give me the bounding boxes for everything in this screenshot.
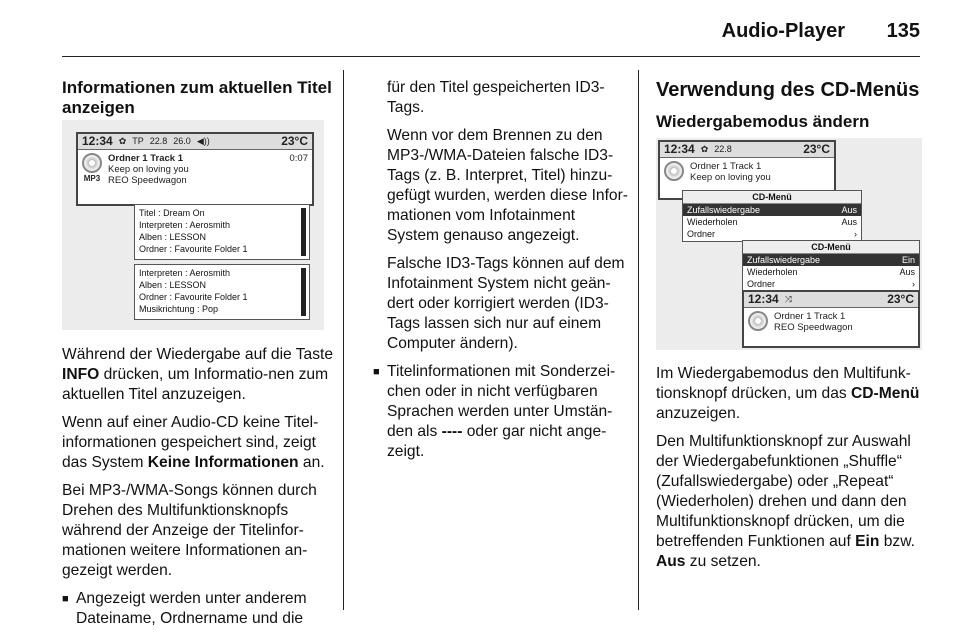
paragraph: Im Wiedergabemodus den Multifunk-tionsknopf drücken, um das CD-Menü anzuzeigen. <box>656 365 920 422</box>
id3-line: Ordner : Favourite Folder 1 <box>139 244 248 254</box>
page-header-title: Audio-Player <box>721 20 845 42</box>
id3-panel-1 <box>134 204 310 260</box>
paragraph: Während der Wiedergabe auf die Taste INFO drücken, um Informatio-nen zum aktuellen Titel anzuzeigen. <box>62 346 334 403</box>
id3-line: Alben : LESSON <box>139 280 207 290</box>
menu-item-shuffle[interactable]: Zufallswiedergabe Aus <box>683 204 861 216</box>
right-subheading: Wiedergabemodus ändern <box>656 112 870 131</box>
bullet-item: ■ Titelinformationen mit Sonderzei-chen oder in nicht verfügbaren Sprachen werden unter Umstän-den als ---- oder gar nicht ange-zeigt. <box>373 362 631 462</box>
paragraph: Bei MP3-/WMA-Songs können durch Drehen des Multifunktionsknopfs während der Anzeige der Titelinfor-mationen weitere Informationen an-gezeigt werden. <box>62 482 317 579</box>
status-bar <box>78 134 312 150</box>
right-column <box>656 78 926 132</box>
cd-menu-screenshot <box>656 138 922 350</box>
middle-column <box>373 78 631 470</box>
paragraph: Den Multifunktionsknopf zur Auswahl der Wiedergabefunktionen „Shuffle“ (Zufallswiedergabe) oder „Repeat“ (Wiederholen) drehen und dann den Multifunktionsknopf drücken, um die betreffenden Funktionen auf Ein bzw. Aus zu setzen. <box>656 433 915 570</box>
format-label: MP3 <box>83 174 101 183</box>
track-text <box>108 153 308 186</box>
paragraph: Wenn vor dem Brennen zu den MP3-/WMA-Dateien falsche ID3-Tags (z. B. Interpret, Titel) hinzu-gefügt wurden, werden diese Infor-mationen vom Infotainment System genauso angezeigt. <box>387 127 628 244</box>
settings-icon: ✿ <box>700 144 709 154</box>
elapsed-time: 0:07 <box>289 153 308 164</box>
left-column <box>62 78 332 118</box>
freq-1: 22.8 <box>149 136 168 146</box>
menu-item-shuffle[interactable]: Zufallswiedergabe Ein <box>743 254 919 266</box>
id3-line: Musikrichtung : Pop <box>139 304 219 314</box>
media-icon-wrap <box>82 153 102 186</box>
menu-item-repeat[interactable]: Wiederholen Aus <box>687 217 857 227</box>
menu-item-folder[interactable]: Ordner › <box>687 229 857 239</box>
paragraph: für den Titel gespeicherten ID3-Tags. <box>387 79 605 116</box>
shuffle-icon: ⤨ <box>784 294 792 304</box>
header-rule <box>62 56 920 57</box>
settings-icon: ✿ <box>118 136 127 146</box>
tp-indicator: TP <box>132 136 144 146</box>
info-screenshot <box>62 120 324 330</box>
cd-menu-title: CD-Menü <box>683 191 861 204</box>
scrollbar <box>301 268 306 316</box>
keine-info: Keine Informationen <box>147 454 299 471</box>
right-body <box>656 364 928 580</box>
track-info <box>78 150 312 189</box>
id3-line: Alben : LESSON <box>139 232 207 242</box>
paragraph: Falsche ID3-Tags können auf dem Infotainment System nicht geän-dert oder korrigiert werden (ID3-Tags lassen sich nur auf einem Computer ändern). <box>387 255 625 352</box>
id3-line: Interpreten : Aerosmith <box>139 268 231 278</box>
cd-menu-2 <box>742 240 920 292</box>
status-bar: 12:34 ✿ 22.8 23°C <box>660 142 834 158</box>
right-heading: Verwendung des CD-Menüs <box>656 79 920 101</box>
cd-disc-icon <box>82 153 102 173</box>
column-divider-1 <box>343 70 344 610</box>
menu-item-folder[interactable]: Ordner › <box>747 279 915 289</box>
player-screen-bottom: 12:34 ⤨ 23°C Ordner 1 Track 1 REO Speedwagon <box>742 290 920 348</box>
left-body <box>62 345 334 637</box>
cd-disc-icon <box>664 161 684 181</box>
left-heading: Informationen zum aktuellen Titel anzeigen <box>62 78 332 117</box>
id3-panel-2 <box>134 264 310 320</box>
page-number: 135 <box>886 20 920 42</box>
id3-line: Titel : Dream On <box>139 208 205 218</box>
info-key: INFO <box>62 366 100 383</box>
player-screen <box>76 132 314 206</box>
bullet-item: ■ Angezeigt werden unter anderem Dateiname, Ordnername und die <box>62 589 334 629</box>
clock: 12:34 <box>82 134 113 148</box>
status-bar: 12:34 ⤨ 23°C <box>744 292 918 308</box>
freq-2: 26.0 <box>173 136 191 146</box>
cd-menu-title: CD-Menü <box>743 241 919 254</box>
artist-name: REO Speedwagon <box>108 175 187 186</box>
cd-menu-1 <box>682 190 862 242</box>
folder-track: Ordner 1 Track 1 <box>108 153 183 164</box>
song-title: Keep on loving you <box>108 164 189 175</box>
paragraph: Wenn auf einer Audio-CD keine Titel-informationen gespeichert sind, zeigt das System Keine Informationen an. <box>62 414 325 471</box>
temperature: 23°C <box>281 134 308 148</box>
cd-disc-icon <box>748 311 768 331</box>
menu-item-repeat[interactable]: Wiederholen Aus <box>747 267 915 277</box>
id3-line: Interpreten : Aerosmith <box>139 220 231 230</box>
scrollbar <box>301 208 306 256</box>
id3-line: Ordner : Favourite Folder 1 <box>139 292 248 302</box>
column-divider-2 <box>638 70 639 610</box>
volume-icon: ◀)) <box>196 136 210 146</box>
player-screen-top: 12:34 ✿ 22.8 23°C Ordner 1 Track 1 Keep on loving you <box>658 140 836 200</box>
